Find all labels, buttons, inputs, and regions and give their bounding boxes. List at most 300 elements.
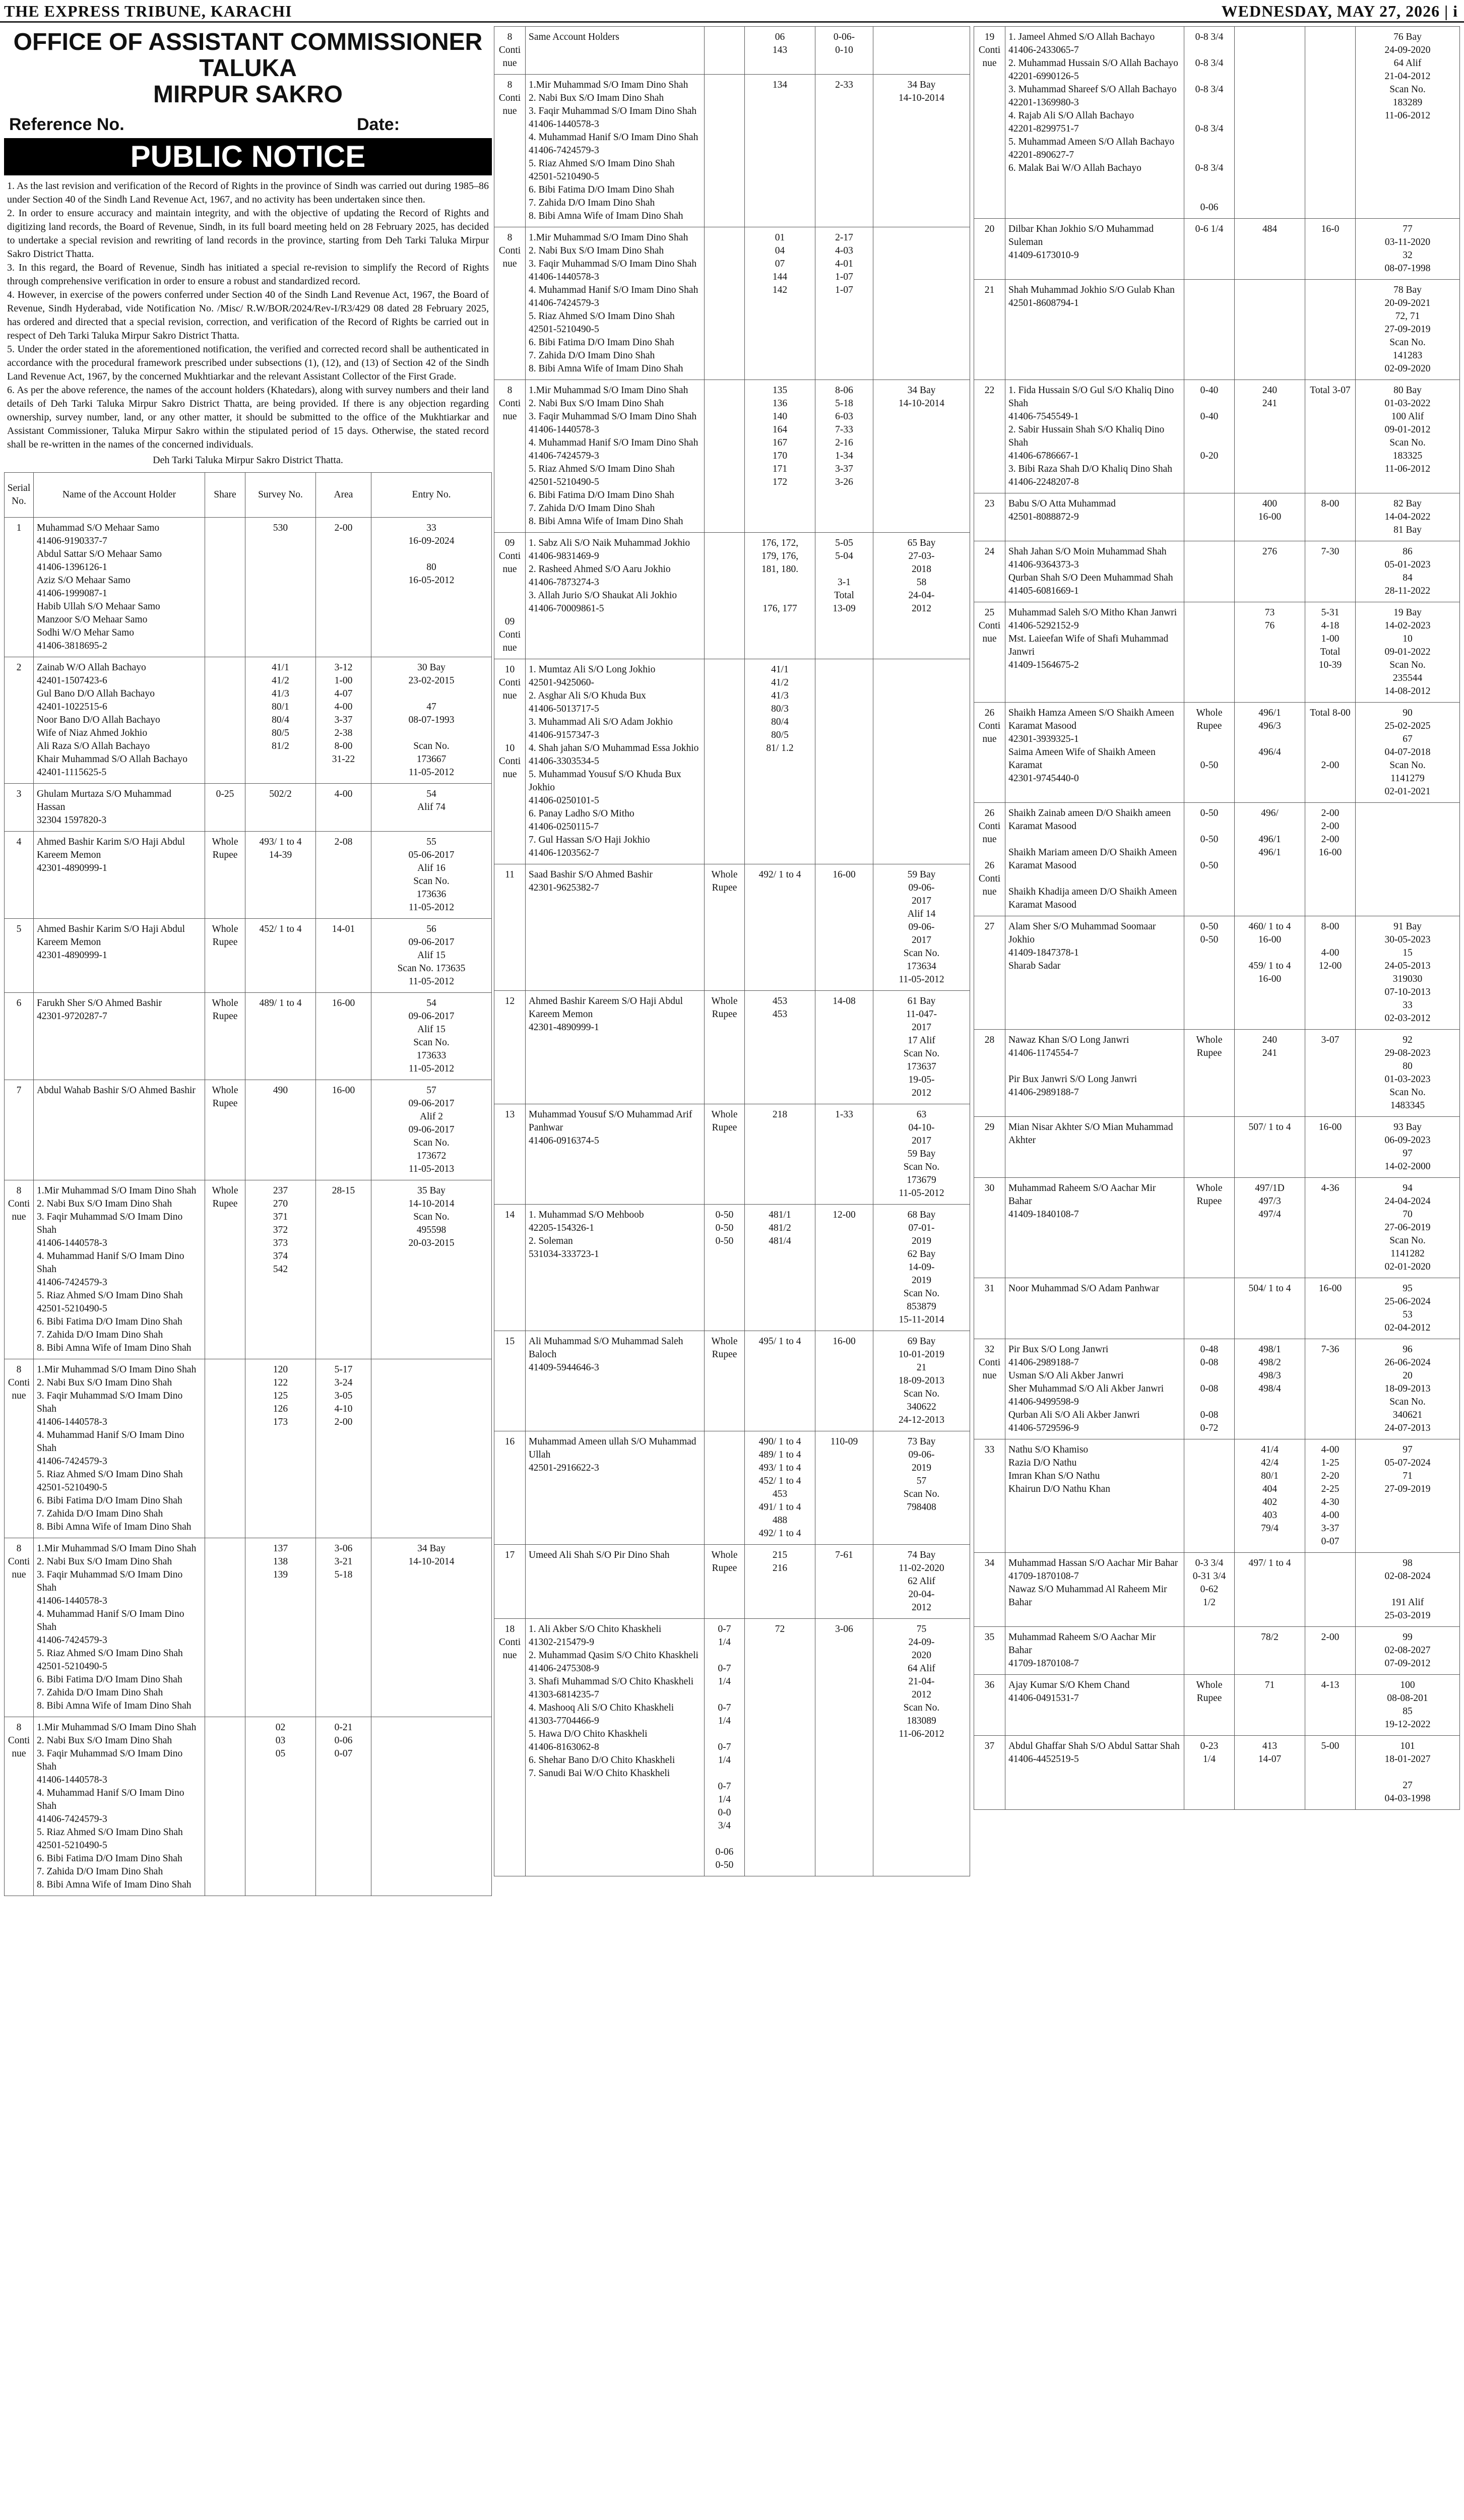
- area-cell: 2-33: [815, 75, 873, 227]
- header-name: Name of the Account Holder: [34, 473, 205, 518]
- serial-cell: 29: [974, 1117, 1005, 1178]
- table-row: [5, 1180, 492, 1359]
- table-row: [974, 1117, 1460, 1178]
- serial-cell: 32 Continue: [974, 1339, 1005, 1439]
- table-row: [974, 380, 1460, 493]
- survey-cell: 276: [1235, 541, 1305, 602]
- survey-cell: 71: [1235, 1675, 1305, 1736]
- share-cell: 0-40 0-40 0-20: [1184, 380, 1235, 493]
- share-cell: Whole Rupee: [205, 1080, 245, 1180]
- area-cell: 0-06- 0-10: [815, 27, 873, 75]
- serial-cell: 35: [974, 1627, 1005, 1675]
- share-cell: Whole Rupee: [205, 993, 245, 1080]
- serial-cell: 30: [974, 1178, 1005, 1278]
- entry-cell: 54 Alif 74: [371, 784, 492, 832]
- entry-cell: [371, 1359, 492, 1538]
- share-cell: [1184, 1278, 1235, 1339]
- table-row: [5, 1538, 492, 1717]
- name-cell: Nathu S/O Khamiso Razia D/O Nathu Imran Khan S/O Nathu Khairun D/O Nathu Khan: [1005, 1439, 1184, 1553]
- column-1: [4, 26, 492, 1896]
- table-row: [974, 602, 1460, 703]
- share-cell: 0-3 3/4 0-31 3/4 0-62 1/2: [1184, 1553, 1235, 1627]
- area-cell: 1-33: [815, 1104, 873, 1205]
- table-row: [494, 864, 970, 991]
- area-cell: Total 3-07: [1305, 380, 1356, 493]
- name-cell: 1.Mir Muhammad S/O Imam Dino Shah 2. Nabi Bux S/O Imam Dino Shah 3. Faqir Muhammad S/O Imam Dino Shah 41406-1440578-3 4. Muhammad Hanif S/O Imam Dino Shah 41406-7424579-3 5. Riaz Ahmed S/O Imam Dino Shah 42501-5210490-5 6. Bibi Fatima D/O Imam Dino Shah 7. Zahida D/O Imam Dino Shah 8. Bibi Amna Wife of Imam Dino Shah: [34, 1538, 205, 1717]
- area-cell: 14-08: [815, 991, 873, 1104]
- share-cell: [1184, 1439, 1235, 1553]
- area-cell: 16-00: [815, 864, 873, 991]
- entry-cell: 33 16-09-2024 80 16-05-2012: [371, 518, 492, 657]
- area-cell: 2-08: [316, 832, 371, 919]
- records-body-3: [974, 27, 1460, 1810]
- area-cell: 4-36: [1305, 1178, 1356, 1278]
- serial-cell: 8 Continue: [494, 27, 526, 75]
- serial-cell: 31: [974, 1278, 1005, 1339]
- area-cell: 28-15: [316, 1180, 371, 1359]
- area-cell: 5-00: [1305, 1736, 1356, 1810]
- table-row: [974, 27, 1460, 219]
- survey-cell: 78/2: [1235, 1627, 1305, 1675]
- name-cell: Muhammad Raheem S/O Aachar Mir Bahar 41709-1870108-7: [1005, 1627, 1184, 1675]
- name-cell: 1.Mir Muhammad S/O Imam Dino Shah 2. Nabi Bux S/O Imam Dino Shah 3. Faqir Muhammad S/O Imam Dino Shah 41406-1440578-3 4. Muhammad Hanif S/O Imam Dino Shah 41406-7424579-3 5. Riaz Ahmed S/O Imam Dino Shah 42501-5210490-5 6. Bibi Fatima D/O Imam Dino Shah 7. Zahida D/O Imam Dino Shah 8. Bibi Amna Wife of Imam Dino Shah: [526, 380, 705, 533]
- share-cell: Whole Rupee: [705, 1545, 745, 1619]
- notice-paragraph: 2. In order to ensure accuracy and maintain integrity, and with the objective of updating the Record of Rights and digitizing land records, the Board of Revenue, Sindh, in its full board meeting held on 28 February 2025, has decided to undertake a special revision and rewriting of land records in the province, starting from Deh Tarki Taluka Mirpur Sakro District Thatta.: [7, 208, 489, 260]
- serial-cell: 8 Continue: [5, 1359, 34, 1538]
- serial-cell: 12: [494, 991, 526, 1104]
- table-row: [974, 1030, 1460, 1117]
- area-cell: 3-07: [1305, 1030, 1356, 1117]
- share-cell: 0-50 0-50: [1184, 916, 1235, 1030]
- survey-cell: 72: [745, 1619, 815, 1876]
- entry-cell: 96 26-06-2024 20 18-09-2013 Scan No. 340621 24-07-2013: [1356, 1339, 1460, 1439]
- table-row: [5, 657, 492, 784]
- area-cell: 5-17 3-24 3-05 4-10 2-00: [316, 1359, 371, 1538]
- notice-signature: Deh Tarki Taluka Mirpur Sakro District Thatta.: [153, 455, 343, 466]
- entry-cell: 99 02-08-2027 07-09-2012: [1356, 1627, 1460, 1675]
- entry-cell: 86 05-01-2023 84 28-11-2022: [1356, 541, 1460, 602]
- entry-cell: 68 Bay 07-01- 2019 62 Bay 14-09- 2019 Scan No. 853879 15-11-2014: [873, 1205, 970, 1331]
- header-area: Area: [316, 473, 371, 518]
- table-row: [974, 219, 1460, 280]
- table-row: [974, 1339, 1460, 1439]
- entry-cell: 55 05-06-2017 Alif 16 Scan No. 173636 11-05-2012: [371, 832, 492, 919]
- name-cell: Noor Muhammad S/O Adam Panhwar: [1005, 1278, 1184, 1339]
- name-cell: Shah Jahan S/O Moin Muhammad Shah 41406-9364373-3 Qurban Shah S/O Deen Muhammad Shah 41405-6081669-1: [1005, 541, 1184, 602]
- entry-cell: 56 09-06-2017 Alif 15 Scan No. 173635 11-05-2012: [371, 919, 492, 993]
- entry-cell: 74 Bay 11-02-2020 62 Alif 20-04- 2012: [873, 1545, 970, 1619]
- header-survey: Survey No.: [245, 473, 316, 518]
- name-cell: Ghulam Murtaza S/O Muhammad Hassan 32304 1597820-3: [34, 784, 205, 832]
- name-cell: Umeed Ali Shah S/O Pir Dino Shah: [526, 1545, 705, 1619]
- share-cell: Whole Rupee: [1184, 1675, 1235, 1736]
- area-cell: 7-61: [815, 1545, 873, 1619]
- area-cell: [815, 659, 873, 864]
- survey-cell: 484: [1235, 219, 1305, 280]
- name-cell: Pir Bux S/O Long Janwri 41406-2989188-7 Usman S/O Ali Akber Janwri Sher Muhammad S/O Ali Akber Janwri 41406-9499598-9 Qurban Ali S/O Ali Akber Janwri 41406-5729596-9: [1005, 1339, 1184, 1439]
- name-cell: Shaikh Zainab ameen D/O Shaikh ameen Karamat Masood Shaikh Mariam ameen D/O Shaikh Ameen Karamat Masood Shaikh Khadija ameen D/O Shaikh Ameen Karamat Masood: [1005, 803, 1184, 916]
- share-cell: [1184, 280, 1235, 380]
- serial-cell: 6: [5, 993, 34, 1080]
- name-cell: Mian Nisar Akhter S/O Mian Muhammad Akhter: [1005, 1117, 1184, 1178]
- entry-cell: 78 Bay 20-09-2021 72, 71 27-09-2019 Scan No. 141283 02-09-2020: [1356, 280, 1460, 380]
- survey-cell: 41/4 42/4 80/1 404 402 403 79/4: [1235, 1439, 1305, 1553]
- notice-paragraph: 1. As the last revision and verification of the Record of Rights in the province of Sindh was carried out during 1985–86 under Section 40 of the Sindh Land Revenue Act, 1967, and no activity has been undertaken since then.: [7, 180, 489, 205]
- share-cell: 0-50 0-50 0-50: [705, 1205, 745, 1331]
- table-row: [5, 1080, 492, 1180]
- entry-cell: 80 Bay 01-03-2022 100 Alif 09-01-2012 Scan No. 183325 11-06-2012: [1356, 380, 1460, 493]
- survey-cell: 460/ 1 to 4 16-00 459/ 1 to 4 16-00: [1235, 916, 1305, 1030]
- name-cell: Babu S/O Atta Muhammad 42501-8088872-9: [1005, 493, 1184, 541]
- area-cell: 16-00: [1305, 1278, 1356, 1339]
- table-row: [494, 991, 970, 1104]
- serial-cell: 18 Continue: [494, 1619, 526, 1876]
- serial-cell: 8 Continue: [5, 1538, 34, 1717]
- area-cell: 4-00 1-25 2-20 2-25 4-30 4-00 3-37 0-07: [1305, 1439, 1356, 1553]
- survey-cell: 134: [745, 75, 815, 227]
- office-title: OFFICE OF ASSISTANT COMMISSIONER TALUKA MIRPUR SAKRO: [13, 29, 483, 108]
- serial-cell: 5: [5, 919, 34, 993]
- name-cell: Muhammad Raheem S/O Aachar Mir Bahar 41409-1840108-7: [1005, 1178, 1184, 1278]
- entry-cell: 73 Bay 09-06- 2019 57 Scan No. 798408: [873, 1431, 970, 1545]
- share-cell: 0-48 0-08 0-08 0-08 0-72: [1184, 1339, 1235, 1439]
- name-cell: 1.Mir Muhammad S/O Imam Dino Shah 2. Nabi Bux S/O Imam Dino Shah 3. Faqir Muhammad S/O Imam Dino Shah 41406-1440578-3 4. Muhammad Hanif S/O Imam Dino Shah 41406-7424579-3 5. Riaz Ahmed S/O Imam Dino Shah 42501-5210490-5 6. Bibi Fatima D/O Imam Dino Shah 7. Zahida D/O Imam Dino Shah 8. Bibi Amna Wife of Imam Dino Shah: [34, 1717, 205, 1896]
- share-cell: [705, 659, 745, 864]
- name-cell: Muhammad Hassan S/O Aachar Mir Bahar 41709-1870108-7 Nawaz S/O Muhammad Al Raheem Mir Bahar: [1005, 1553, 1184, 1627]
- survey-cell: 502/2: [245, 784, 316, 832]
- serial-cell: 24: [974, 541, 1005, 602]
- share-cell: [705, 1431, 745, 1545]
- area-cell: 8-00: [1305, 493, 1356, 541]
- survey-cell: 240 241: [1235, 1030, 1305, 1117]
- table-row: [974, 1736, 1460, 1810]
- table-row: [5, 784, 492, 832]
- name-cell: 1. Muhammad S/O Mehboob 42205-154326-1 2. Soleman 531034-333723-1: [526, 1205, 705, 1331]
- table-row: [974, 803, 1460, 916]
- column-3: [974, 26, 1460, 1810]
- area-cell: 7-36: [1305, 1339, 1356, 1439]
- reference-label: Reference No.: [9, 115, 124, 134]
- serial-cell: 16: [494, 1431, 526, 1545]
- survey-cell: 218: [745, 1104, 815, 1205]
- table-row: [494, 533, 970, 659]
- name-cell: Ajay Kumar S/O Khem Chand 41406-0491531-7: [1005, 1675, 1184, 1736]
- share-cell: Whole Rupee: [205, 1180, 245, 1359]
- share-cell: [1184, 493, 1235, 541]
- serial-cell: 2: [5, 657, 34, 784]
- name-cell: Muhammad Ameen ullah S/O Muhammad Ullah 42501-2916622-3: [526, 1431, 705, 1545]
- survey-cell: 240 241: [1235, 380, 1305, 493]
- share-cell: [205, 518, 245, 657]
- serial-cell: 20: [974, 219, 1005, 280]
- survey-cell: 490/ 1 to 4 489/ 1 to 4 493/ 1 to 4 452/ 1 to 4 453 491/ 1 to 4 488 492/ 1 to 4: [745, 1431, 815, 1545]
- entry-cell: [1356, 803, 1460, 916]
- table-row: [974, 541, 1460, 602]
- entry-cell: 93 Bay 06-09-2023 97 14-02-2000: [1356, 1117, 1460, 1178]
- area-cell: 14-01: [316, 919, 371, 993]
- entry-cell: 100 08-08-201 85 19-12-2022: [1356, 1675, 1460, 1736]
- name-cell: 1.Mir Muhammad S/O Imam Dino Shah 2. Nabi Bux S/O Imam Dino Shah 3. Faqir Muhammad S/O Imam Dino Shah 41406-1440578-3 4. Muhammad Hanif S/O Imam Dino Shah 41406-7424579-3 5. Riaz Ahmed S/O Imam Dino Shah 42501-5210490-5 6. Bibi Fatima D/O Imam Dino Shah 7. Zahida D/O Imam Dino Shah 8. Bibi Amna Wife of Imam Dino Shah: [526, 75, 705, 227]
- table-row: [5, 1359, 492, 1538]
- entry-cell: 63 04-10- 2017 59 Bay Scan No. 173679 11-05-2012: [873, 1104, 970, 1205]
- survey-cell: 497/ 1 to 4: [1235, 1553, 1305, 1627]
- share-cell: [1184, 541, 1235, 602]
- share-cell: Whole Rupee: [705, 864, 745, 991]
- name-cell: Ahmed Bashir Karim S/O Haji Abdul Kareem Memon 42301-4890999-1: [34, 832, 205, 919]
- entry-cell: [873, 659, 970, 864]
- area-cell: 2-00: [1305, 1627, 1356, 1675]
- header-serial: Serial No.: [5, 473, 34, 518]
- table-row: [494, 1104, 970, 1205]
- table-row: [974, 916, 1460, 1030]
- share-cell: [1184, 1627, 1235, 1675]
- serial-cell: 21: [974, 280, 1005, 380]
- serial-cell: 19 Continue: [974, 27, 1005, 219]
- table-row: [494, 1205, 970, 1331]
- table-row: [494, 380, 970, 533]
- serial-cell: 22: [974, 380, 1005, 493]
- entry-cell: 82 Bay 14-04-2022 81 Bay: [1356, 493, 1460, 541]
- table-row: [494, 227, 970, 380]
- area-cell: 4-13: [1305, 1675, 1356, 1736]
- serial-cell: 17: [494, 1545, 526, 1619]
- entry-cell: 94 24-04-2024 70 27-06-2019 Scan No. 1141282 02-01-2020: [1356, 1178, 1460, 1278]
- serial-cell: 8 Continue: [5, 1717, 34, 1896]
- survey-cell: 452/ 1 to 4: [245, 919, 316, 993]
- table-row: [974, 493, 1460, 541]
- name-cell: Shah Muhammad Jokhio S/O Gulab Khan 42501-8608794-1: [1005, 280, 1184, 380]
- name-cell: Abdul Wahab Bashir S/O Ahmed Bashir: [34, 1080, 205, 1180]
- masthead: [0, 0, 1464, 23]
- table-row: [494, 1619, 970, 1876]
- serial-cell: 3: [5, 784, 34, 832]
- serial-cell: 27: [974, 916, 1005, 1030]
- survey-cell: 73 76: [1235, 602, 1305, 703]
- area-cell: [1305, 27, 1356, 219]
- name-cell: Saad Bashir S/O Ahmed Bashir 42301-9625382-7: [526, 864, 705, 991]
- survey-cell: 495/ 1 to 4: [745, 1331, 815, 1431]
- serial-cell: 8 Continue: [494, 75, 526, 227]
- survey-cell: 453 453: [745, 991, 815, 1104]
- survey-cell: 413 14-07: [1235, 1736, 1305, 1810]
- entry-cell: 69 Bay 10-01-2019 21 18-09-2013 Scan No. 340622 24-12-2013: [873, 1331, 970, 1431]
- name-cell: Alam Sher S/O Muhammad Soomaar Jokhio 41409-1847378-1 Sharab Sadar: [1005, 916, 1184, 1030]
- share-cell: Whole Rupee: [705, 991, 745, 1104]
- serial-cell: 8 Continue: [494, 227, 526, 380]
- share-cell: Whole Rupee: [1184, 1030, 1235, 1117]
- entry-cell: 59 Bay 09-06- 2017 Alif 14 09-06- 2017 Scan No. 173634 11-05-2012: [873, 864, 970, 991]
- area-cell: 0-21 0-06 0-07: [316, 1717, 371, 1896]
- survey-cell: 498/1 498/2 498/3 498/4: [1235, 1339, 1305, 1439]
- records-body-1: [5, 518, 492, 1896]
- entry-cell: 65 Bay 27-03- 2018 58 24-04- 2012: [873, 533, 970, 659]
- entry-cell: 57 09-06-2017 Alif 2 09-06-2017 Scan No. 173672 11-05-2013: [371, 1080, 492, 1180]
- survey-cell: 120 122 125 126 173: [245, 1359, 316, 1538]
- survey-cell: 492/ 1 to 4: [745, 864, 815, 991]
- survey-cell: 06 143: [745, 27, 815, 75]
- name-cell: Muhammad S/O Mehaar Samo 41406-9190337-7 Abdul Sattar S/O Mehaar Samo 41406-1396126-1 Aziz S/O Mehaar Samo 41406-1999087-1 Habib Ullah S/O Mehaar Samo Manzoor S/O Mehaar Samo Sodhi W/O Mehar Samo 41406-3818695-2: [34, 518, 205, 657]
- share-cell: Whole Rupee: [205, 832, 245, 919]
- area-cell: 4-00: [316, 784, 371, 832]
- share-cell: 0-23 1/4: [1184, 1736, 1235, 1810]
- share-cell: [1184, 1117, 1235, 1178]
- survey-cell: [1235, 280, 1305, 380]
- serial-cell: 28: [974, 1030, 1005, 1117]
- survey-cell: 41/1 41/2 41/3 80/1 80/4 80/5 81/2: [245, 657, 316, 784]
- entry-cell: 98 02-08-2024 191 Alif 25-03-2019: [1356, 1553, 1460, 1627]
- entry-cell: 61 Bay 11-047- 2017 17 Alif Scan No. 173637 19-05- 2012: [873, 991, 970, 1104]
- name-cell: 1. Mumtaz Ali S/O Long Jokhio 42501-9425060- 2. Asghar Ali S/O Khuda Bux 41406-5013717-5 3. Muhammad Ali S/O Adam Jokhio 41406-9157347-3 4. Shah jahan S/O Muhammad Essa Jokhio 41406-3303534-5 5. Muhammad Yousuf S/O Khuda Bux Jokhio 41406-0250101-5 6. Panay Ladho S/O Mitho 41406-0250115-7 7. Gul Hassan S/O Haji Jokhio 41406-1203562-7: [526, 659, 705, 864]
- survey-cell: [1235, 27, 1305, 219]
- survey-cell: 490: [245, 1080, 316, 1180]
- table-row: [974, 1553, 1460, 1627]
- serial-cell: 09 Continue 09 Continue: [494, 533, 526, 659]
- name-cell: 1. Ali Akber S/O Chito Khaskheli 41302-215479-9 2. Muhammad Qasim S/O Chito Khaskheli 41406-2475308-9 3. Shafi Muhammad S/O Chito Khaskheli 41303-6814235-7 4. Mashooq Ali S/O Chito Khaskheli 41303-7704466-9 5. Hawa D/O Chito Khaskheli 41406-8163062-8 6. Shehar Bano D/O Chito Khaskheli 7. Sanudi Bai W/O Chito Khaskheli: [526, 1619, 705, 1876]
- entry-cell: 34 Bay 14-10-2014: [371, 1538, 492, 1717]
- name-cell: Same Account Holders: [526, 27, 705, 75]
- area-cell: 110-09: [815, 1431, 873, 1545]
- notice-paragraph: 4. However, in exercise of the powers conferred under Section 40 of the Sindh Land Revenue Act, 1967, the Board of Revenue, Sindh Hyderabad, vide Notification No. /Misc/ R.W/BOR/2024/Rev-I/R3/429 08 dated 28 February 2025, has ordered and directed that a special revision, correction, and verification of the Record of Rights be carried out in respect of Deh Tarki Taluka Mirpur Sakro District Thatta.: [7, 289, 489, 341]
- entry-cell: 91 Bay 30-05-2023 15 24-05-2013 319030 07-10-2013 33 02-03-2012: [1356, 916, 1460, 1030]
- name-cell: 1.Mir Muhammad S/O Imam Dino Shah 2. Nabi Bux S/O Imam Dino Shah 3. Faqir Muhammad S/O Imam Dino Shah 41406-1440578-3 4. Muhammad Hanif S/O Imam Dino Shah 41406-7424579-3 5. Riaz Ahmed S/O Imam Dino Shah 42501-5210490-5 6. Bibi Fatima D/O Imam Dino Shah 7. Zahida D/O Imam Dino Shah 8. Bibi Amna Wife of Imam Dino Shah: [526, 227, 705, 380]
- survey-cell: 215 216: [745, 1545, 815, 1619]
- serial-cell: 36: [974, 1675, 1005, 1736]
- area-cell: 16-00: [815, 1331, 873, 1431]
- survey-cell: 530: [245, 518, 316, 657]
- area-cell: 3-06 3-21 5-18: [316, 1538, 371, 1717]
- area-cell: 3-06: [815, 1619, 873, 1876]
- share-cell: 0-50 0-50 0-50: [1184, 803, 1235, 916]
- entry-cell: 34 Bay 14-10-2014: [873, 75, 970, 227]
- serial-cell: 14: [494, 1205, 526, 1331]
- table-row: [974, 1278, 1460, 1339]
- table-row: [5, 1717, 492, 1896]
- area-cell: [1305, 280, 1356, 380]
- survey-cell: 493/ 1 to 4 14-39: [245, 832, 316, 919]
- table-row: [974, 280, 1460, 380]
- share-cell: 0-25: [205, 784, 245, 832]
- area-cell: 7-30: [1305, 541, 1356, 602]
- survey-cell: 237 270 371 372 373 374 542: [245, 1180, 316, 1359]
- table-row: [974, 1627, 1460, 1675]
- records-table-3: [974, 26, 1460, 1810]
- area-cell: [1305, 1553, 1356, 1627]
- name-cell: Farukh Sher S/O Ahmed Bashir 42301-9720287-7: [34, 993, 205, 1080]
- date-label: Date:: [357, 115, 400, 134]
- area-cell: 16-00: [1305, 1117, 1356, 1178]
- newspaper-name: THE EXPRESS TRIBUNE, KARACHI: [4, 2, 292, 20]
- area-cell: 3-12 1-00 4-07 4-00 3-37 2-38 8-00 31-22: [316, 657, 371, 784]
- entry-cell: 35 Bay 14-10-2014 Scan No. 495598 20-03-2015: [371, 1180, 492, 1359]
- survey-cell: 481/1 481/2 481/4: [745, 1205, 815, 1331]
- area-cell: 8-06 5-18 6-03 7-33 2-16 1-34 3-37 3-26: [815, 380, 873, 533]
- share-cell: [705, 75, 745, 227]
- share-cell: [705, 227, 745, 380]
- table-row: [974, 703, 1460, 803]
- area-cell: 2-00 2-00 2-00 16-00: [1305, 803, 1356, 916]
- serial-cell: 10 Continue 10 Continue: [494, 659, 526, 864]
- entry-cell: 75 24-09- 2020 64 Alif 21-04- 2012 Scan No. 183089 11-06-2012: [873, 1619, 970, 1876]
- area-cell: Total 8-00 2-00: [1305, 703, 1356, 803]
- table-row: [494, 659, 970, 864]
- reference-row: [4, 113, 492, 136]
- entry-cell: 77 03-11-2020 32 08-07-1998: [1356, 219, 1460, 280]
- table-row: [974, 1675, 1460, 1736]
- serial-cell: 8 Continue: [494, 380, 526, 533]
- serial-cell: 23: [974, 493, 1005, 541]
- share-cell: 0-7 1/4 0-7 1/4 0-7 1/4 0-7 1/4 0-7 1/4 0-0 3/4 0-06 0-50: [705, 1619, 745, 1876]
- table-row: [974, 1178, 1460, 1278]
- table-row: [494, 1331, 970, 1431]
- entry-cell: [371, 1717, 492, 1896]
- share-cell: [205, 657, 245, 784]
- notice-paragraph: 5. Under the order stated in the aforementioned notification, the verified and corrected record shall be authenticated in accordance with the procedural framework prescribed under subsections (1), (12), and (13) of Section 42 of the Sindh Land Revenue Act, 1967, by the concerned Mukhtiarkar and the relevant Assistant Collector of the First Grade.: [7, 344, 489, 382]
- area-cell: 5-31 4-18 1-00 Total 10-39: [1305, 602, 1356, 703]
- serial-cell: 37: [974, 1736, 1005, 1810]
- table-row: [974, 1439, 1460, 1553]
- entry-cell: [873, 27, 970, 75]
- area-cell: 16-00: [316, 993, 371, 1080]
- survey-cell: 496/ 496/1 496/1: [1235, 803, 1305, 916]
- table-row: [494, 1545, 970, 1619]
- serial-cell: 25 Continue: [974, 602, 1005, 703]
- area-cell: 2-17 4-03 4-01 1-07 1-07: [815, 227, 873, 380]
- table-row: [5, 993, 492, 1080]
- entry-cell: 19 Bay 14-02-2023 10 09-01-2022 Scan No. 235544 14-08-2012: [1356, 602, 1460, 703]
- header-entry: Entry No.: [371, 473, 492, 518]
- name-cell: Muhammad Saleh S/O Mitho Khan Janwri 41406-5292152-9 Mst. Laieefan Wife of Shafi Muhammad Janwri 41409-1564675-2: [1005, 602, 1184, 703]
- notice-paragraph: 3. In this regard, the Board of Revenue, Sindh has initiated a special re-revision to simplify the Record of Rights through comprehensive verification in order to ensure a robust and standardized record.: [7, 262, 489, 287]
- serial-cell: 34: [974, 1553, 1005, 1627]
- share-cell: Whole Rupee: [205, 919, 245, 993]
- share-cell: Whole Rupee: [705, 1104, 745, 1205]
- name-cell: Zainab W/O Allah Bachayo 42401-1507423-6 Gul Bano D/O Allah Bachayo 42401-1022515-6 Noor Bano D/O Allah Bachayo Wife of Niaz Ahmed Jokhio Ali Raza S/O Allah Bachayo Khair Muhammad S/O Allah Bachayo 42401-1115625-5: [34, 657, 205, 784]
- table-row: [494, 1431, 970, 1545]
- area-cell: 16-0: [1305, 219, 1356, 280]
- survey-cell: 489/ 1 to 4: [245, 993, 316, 1080]
- share-cell: [705, 27, 745, 75]
- records-table-1: [4, 472, 492, 1896]
- survey-cell: 496/1 496/3 496/4: [1235, 703, 1305, 803]
- name-cell: 1. Sabz Ali S/O Naik Muhammad Jokhio 41406-9831469-9 2. Rasheed Ahmed S/O Aaru Jokhio 41406-7873274-3 3. Allah Jurio S/O Shaukat Ali Jokhio 41406-70009861-5: [526, 533, 705, 659]
- serial-cell: 4: [5, 832, 34, 919]
- entry-cell: 76 Bay 24-09-2020 64 Alif 21-04-2012 Scan No. 183289 11-06-2012: [1356, 27, 1460, 219]
- entry-cell: 30 Bay 23-02-2015 47 08-07-1993 Scan No. 173667 11-05-2012: [371, 657, 492, 784]
- survey-cell: 137 138 139: [245, 1538, 316, 1717]
- records-body-2: [494, 27, 970, 1876]
- area-cell: 16-00: [316, 1080, 371, 1180]
- name-cell: Abdul Ghaffar Shah S/O Abdul Sattar Shah 41406-4452519-5: [1005, 1736, 1184, 1810]
- entry-cell: 54 09-06-2017 Alif 15 Scan No. 173633 11-05-2012: [371, 993, 492, 1080]
- survey-cell: 01 04 07 144 142: [745, 227, 815, 380]
- name-cell: 1. Fida Hussain S/O Gul S/O Khaliq Dino Shah 41406-7545549-1 2. Sabir Hussain Shah S/O Khaliq Dino Shah 41406-6786667-1 3. Bibi Raza Shah D/O Khaliq Dino Shah 41406-2248207-8: [1005, 380, 1184, 493]
- serial-cell: 8 Continue: [5, 1180, 34, 1359]
- serial-cell: 33: [974, 1439, 1005, 1553]
- survey-cell: 400 16-00: [1235, 493, 1305, 541]
- name-cell: 1.Mir Muhammad S/O Imam Dino Shah 2. Nabi Bux S/O Imam Dino Shah 3. Faqir Muhammad S/O Imam Dino Shah 41406-1440578-3 4. Muhammad Hanif S/O Imam Dino Shah 41406-7424579-3 5. Riaz Ahmed S/O Imam Dino Shah 42501-5210490-5 6. Bibi Fatima D/O Imam Dino Shah 7. Zahida D/O Imam Dino Shah 8. Bibi Amna Wife of Imam Dino Shah: [34, 1180, 205, 1359]
- share-cell: [705, 380, 745, 533]
- issue-date: WEDNESDAY, MAY 27, 2026 | i: [1221, 2, 1458, 20]
- serial-cell: 7: [5, 1080, 34, 1180]
- name-cell: Dilbar Khan Jokhio S/O Muhammad Suleman 41409-6173010-9: [1005, 219, 1184, 280]
- area-cell: 8-00 4-00 12-00: [1305, 916, 1356, 1030]
- serial-cell: 13: [494, 1104, 526, 1205]
- serial-cell: 15: [494, 1331, 526, 1431]
- table-row: [5, 518, 492, 657]
- share-cell: [1184, 602, 1235, 703]
- entry-cell: 92 29-08-2023 80 01-03-2023 Scan No. 1483345: [1356, 1030, 1460, 1117]
- survey-cell: 507/ 1 to 4: [1235, 1117, 1305, 1178]
